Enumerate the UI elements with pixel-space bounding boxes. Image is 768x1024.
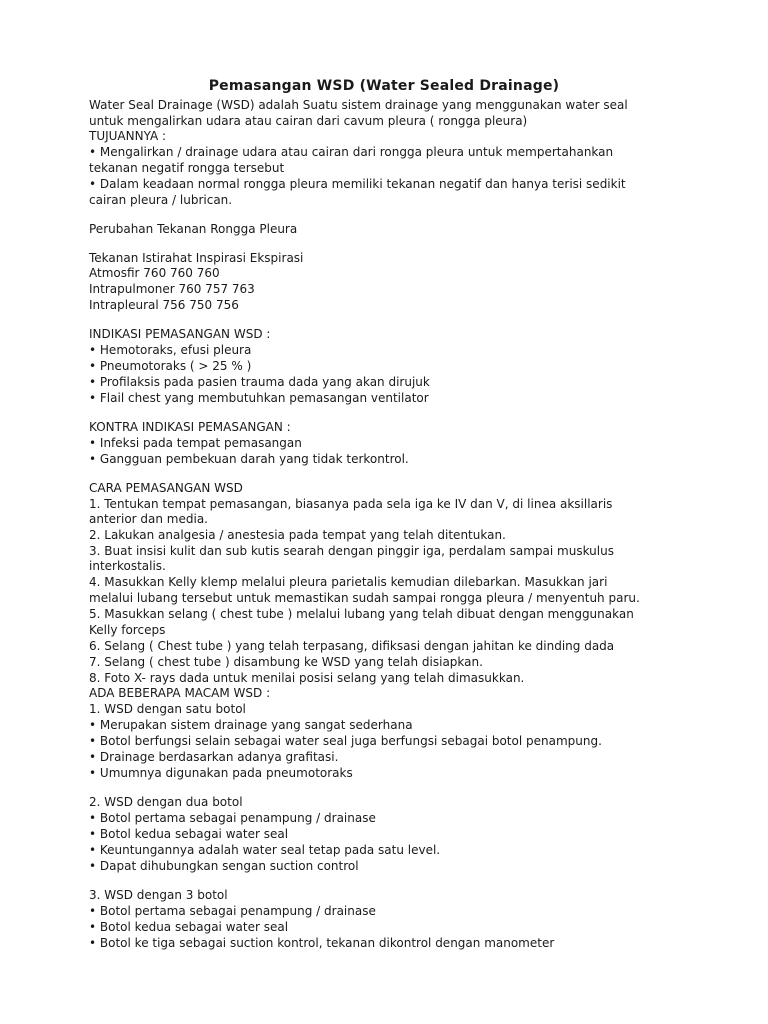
bullet-item: • Botol kedua sebagai water seal [89, 919, 288, 935]
text-line: INDIKASI PEMASANGAN WSD : [89, 327, 271, 341]
text-line: melalui lubang tersebut untuk memastikan sudah sampai rongga pleura / menyentuh paru. [89, 591, 640, 605]
text-line: KONTRA INDIKASI PEMASANGAN : [89, 420, 291, 434]
text-line: Atmosfir 760 760 760 [89, 266, 220, 280]
text-line: Kelly forceps [89, 623, 166, 637]
text-line: 6. Selang ( Chest tube ) yang telah terpasang, difiksasi dengan jahitan ke dinding dada [89, 639, 615, 653]
bullet-item: • Botol berfungsi selain sebagai water seal juga berfungsi sebagai botol penampung. [89, 733, 602, 749]
bullet-item: • Infeksi pada tempat pemasangan [89, 435, 302, 451]
text-line: CARA PEMASANGAN WSD [89, 481, 243, 495]
bullet-item: • Botol pertama sebagai penampung / drainase [89, 810, 376, 826]
bullet-item: • Botol kedua sebagai water seal [89, 826, 288, 842]
bullet-item: • Mengalirkan / drainage udara atau cairan dari rongga pleura untuk mempertahankan [89, 144, 613, 160]
text-line: Perubahan Tekanan Rongga Pleura [89, 222, 298, 236]
document-title: Pemasangan WSD (Water Sealed Drainage) [208, 78, 560, 94]
bullet-item: • Umumnya digunakan pada pneumotoraks [89, 765, 353, 781]
text-line: cairan pleura / lubrican. [89, 193, 233, 207]
text-line: ADA BEBERAPA MACAM WSD : [89, 686, 271, 700]
text-line: 3. WSD dengan 3 botol [89, 888, 228, 902]
bullet-item: • Gangguan pembekuan darah yang tidak terkontrol. [89, 451, 409, 467]
text-line: 7. Selang ( chest tube ) disambung ke WSD yang telah disiapkan. [89, 655, 483, 669]
text-line: 2. Lakukan analgesia / anestesia pada tempat yang telah ditentukan. [89, 528, 506, 542]
bullet-item: • Dalam keadaan normal rongga pleura memiliki tekanan negatif dan hanya terisi sedikit [89, 176, 626, 192]
bullet-item: • Pneumotoraks ( > 25 % ) [89, 358, 251, 374]
text-line: 1. WSD dengan satu botol [89, 702, 246, 716]
text-line: Tekanan Istirahat Inspirasi Ekspirasi [89, 251, 304, 265]
text-line: Water Seal Drainage (WSD) adalah Suatu sistem drainage yang menggunakan water seal [89, 98, 628, 112]
text-line: 4. Masukkan Kelly klemp melalui pleura parietalis kemudian dilebarkan. Masukkan jari [89, 575, 608, 589]
bullet-item: • Hemotoraks, efusi pleura [89, 342, 251, 358]
bullet-item: • Merupakan sistem drainage yang sangat sederhana [89, 717, 413, 733]
bullet-item: • Botol ke tiga sebagai suction kontrol, tekanan dikontrol dengan manometer [89, 935, 554, 951]
text-line: TUJUANNYA : [89, 129, 167, 143]
text-line: 5. Masukkan selang ( chest tube ) melalui lubang yang telah dibuat dengan menggunakan [89, 607, 634, 621]
text-line: 3. Buat insisi kulit dan sub kutis searah dengan pinggir iga, perdalam sampai muskulus [89, 544, 614, 558]
text-line: 1. Tentukan tempat pemasangan, biasanya pada sela iga ke IV dan V, di linea aksillaris [89, 497, 613, 511]
text-line: interkostalis. [89, 559, 166, 573]
text-line: 2. WSD dengan dua botol [89, 795, 243, 809]
bullet-item: • Botol pertama sebagai penampung / drainase [89, 903, 376, 919]
bullet-item: • Drainage berdasarkan adanya grafitasi. [89, 749, 338, 765]
text-line: Intrapulmoner 760 757 763 [89, 282, 255, 296]
bullet-item: • Dapat dihubungkan sengan suction control [89, 858, 359, 874]
text-line: tekanan negatif rongga tersebut [89, 161, 285, 175]
text-line: anterior dan media. [89, 512, 208, 526]
text-line: Intrapleural 756 750 756 [89, 298, 239, 312]
text-line: 8. Foto X- rays dada untuk menilai posisi selang yang telah dimasukkan. [89, 671, 525, 685]
text-line: untuk mengalirkan udara atau cairan dari cavum pleura ( rongga pleura) [89, 114, 528, 128]
bullet-item: • Keuntungannya adalah water seal tetap pada satu level. [89, 842, 440, 858]
bullet-item: • Profilaksis pada pasien trauma dada yang akan dirujuk [89, 374, 430, 390]
bullet-item: • Flail chest yang membutuhkan pemasangan ventilator [89, 390, 429, 406]
